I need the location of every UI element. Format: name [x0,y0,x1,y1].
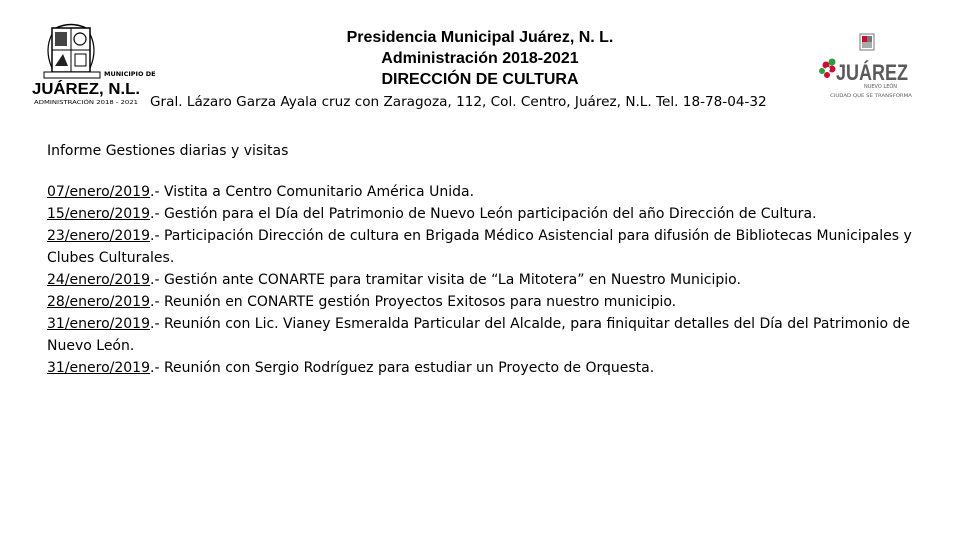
entry-date: 28/enero/2019 [47,294,150,310]
entry-date: 24/enero/2019 [47,272,150,288]
report-entry [47,181,927,203]
entry-text: .- Reunión en CONARTE gestión Proyectos Exitosos para nuestro municipio. [150,294,677,310]
report-entry [47,313,927,357]
report-entry [47,291,927,313]
entry-text: .- Reunión con Lic. Vianey Esmeralda Particular del Alcalde, para finiquitar detalles del Día del Patrimonio de Nuevo León. [47,316,911,354]
report-entries [47,181,927,379]
report-entry [47,203,927,225]
entry-date: 31/enero/2019 [47,316,150,332]
logo-right-main-text: JUÁREZ [836,60,908,85]
entry-date: 23/enero/2019 [47,228,150,244]
report-heading: Informe Gestiones diarias y visitas [47,143,289,159]
logo-left-top-text: MUNICIPIO DE [104,70,156,78]
juarez-city-logo-icon [818,32,918,102]
city-logo-right [818,32,918,102]
entry-text: .- Reunión con Sergio Rodríguez para estudiar un Proyecto de Orquesta. [150,360,655,376]
report-entry [47,225,927,269]
entry-text: .- Gestión ante CONARTE para tramitar visita de “La Mitotera” en Nuestro Municipio. [150,272,741,288]
logo-left-main-text: JUÁREZ, N.L. [32,81,140,98]
logo-left-bottom-text: ADMINISTRACIÓN 2018 - 2021 [34,100,118,106]
entry-text: .- Vistita a Centro Comunitario América Unida. [150,184,475,200]
report-entry [47,269,927,291]
header-title-municipality: Presidencia Municipal Juárez, N. L. [346,29,614,46]
logo-right-tagline: CIUDAD QUE SE TRANSFORMA [830,94,901,99]
header-title-department: DIRECCIÓN DE CULTURA [381,71,579,88]
entry-date: 31/enero/2019 [47,360,150,376]
municipal-logo-left [30,24,156,110]
header-title-administration: Administración 2018-2021 [381,50,579,67]
report-body [47,140,927,379]
entry-text: .- Participación Dirección de cultura en Brigada Médico Asistencial para difusión de Bibliotecas Municipales y Clubes Culturales. [47,228,912,266]
entry-date: 07/enero/2019 [47,184,150,200]
header-address: Gral. Lázaro Garza Ayala cruz con Zaragoza, 112, Col. Centro, Juárez, N.L. Tel. 18-78-04-32 [150,94,767,110]
logo-right-sub-text: NUEVO LEÓN [864,84,898,90]
municipal-seal-icon [30,24,156,110]
entry-text: .- Gestión para el Día del Patrimonio de Nuevo León participación del año Dirección de Cultura. [150,206,817,222]
report-entry [47,357,927,379]
entry-date: 15/enero/2019 [47,206,150,222]
